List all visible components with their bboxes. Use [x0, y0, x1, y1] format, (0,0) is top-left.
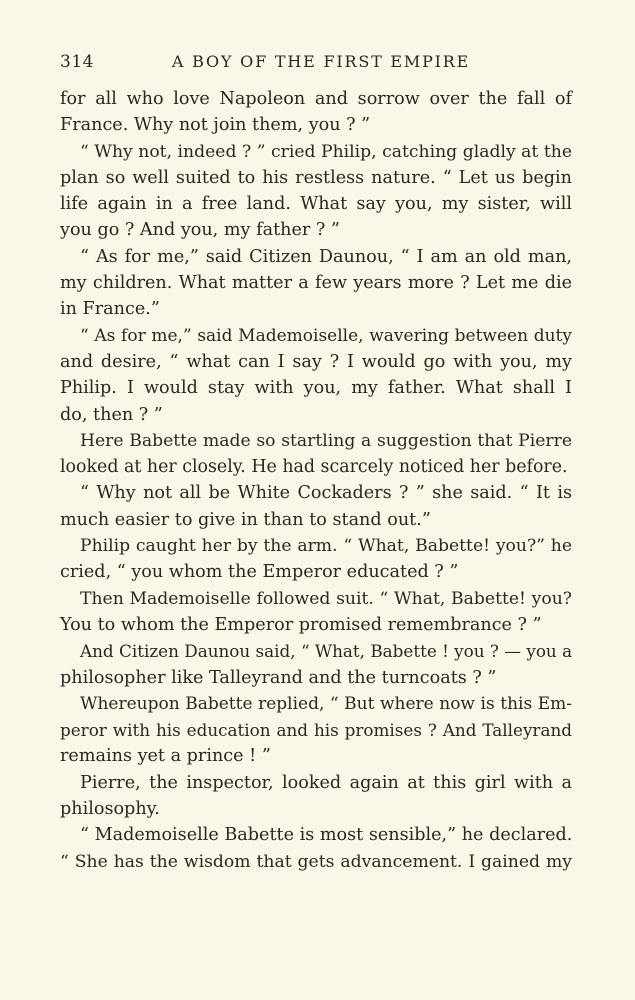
text-line: Here Babette made so startling a suggestion that Pierre	[80, 430, 572, 451]
text-line: Whereupon Babette replied, “ But where now is this Em-	[80, 693, 572, 714]
page-header	[60, 52, 572, 76]
text-line: and desire, “ what can I say ? I would go with you, my	[60, 351, 572, 372]
text-line: “ Why not all be White Cockaders ? ” she said. “ It is	[80, 483, 572, 504]
text-line: much easier to give in than to stand out.”	[60, 509, 431, 530]
text-line: Then Mademoiselle followed suit. “ What, Babette! you?	[80, 588, 572, 609]
text-line: “ As for me,” said Mademoiselle, wavering between duty	[80, 325, 572, 346]
body-text	[60, 86, 572, 875]
text-line: life again in a free land. What say you, my sister, will	[60, 194, 572, 215]
text-line: Philip caught her by the arm. “ What, Babette! you?” he	[80, 536, 572, 557]
text-line: philosopher like Talleyrand and the turncoats ? ”	[60, 667, 497, 688]
text-line: do, then ? ”	[60, 404, 163, 425]
text-line: remains yet a prince ! ”	[60, 746, 271, 767]
text-line: you go ? And you, my father ? ”	[60, 220, 340, 241]
text-line: peror with his education and his promises ? And Talleyrand	[60, 720, 572, 741]
text-line: “ As for me,” said Citizen Daunou, “ I am an old man,	[80, 246, 572, 267]
running-title: A BOY OF THE FIRST EMPIRE	[171, 52, 471, 71]
text-line: for all who love Napoleon and sorrow over the fall of	[60, 89, 572, 109]
text-line: You to whom the Emperor promised remembrance ? ”	[60, 614, 542, 635]
text-line: my children. What matter a few years more ? Let me die	[60, 273, 572, 294]
text-line: And Citizen Daunou said, “ What, Babette ! you ? — you a	[80, 641, 573, 662]
text-line: “ She has the wisdom that gets advancement. I gained my	[60, 851, 572, 872]
page-number: 314	[60, 52, 94, 72]
text-line: Philip. I would stay with you, my father. What shall I	[60, 378, 572, 399]
text-line: “ Why not, indeed ? ” cried Philip, catching gladly at the	[80, 141, 572, 162]
text-line: cried, “ you whom the Emperor educated ? ”	[60, 562, 459, 583]
text-line: philosophy.	[60, 799, 160, 820]
text-line: France. Why not join them, you ? ”	[60, 115, 371, 136]
text-line: looked at her closely. He had scarcely noticed her before.	[60, 457, 568, 478]
text-line: “ Mademoiselle Babette is most sensible,” he declared.	[80, 825, 573, 846]
text-line: Pierre, the inspector, looked again at this girl with a	[80, 772, 572, 793]
text-line: in France.”	[60, 299, 160, 320]
text-line: plan so well suited to his restless nature. “ Let us begin	[60, 167, 572, 188]
